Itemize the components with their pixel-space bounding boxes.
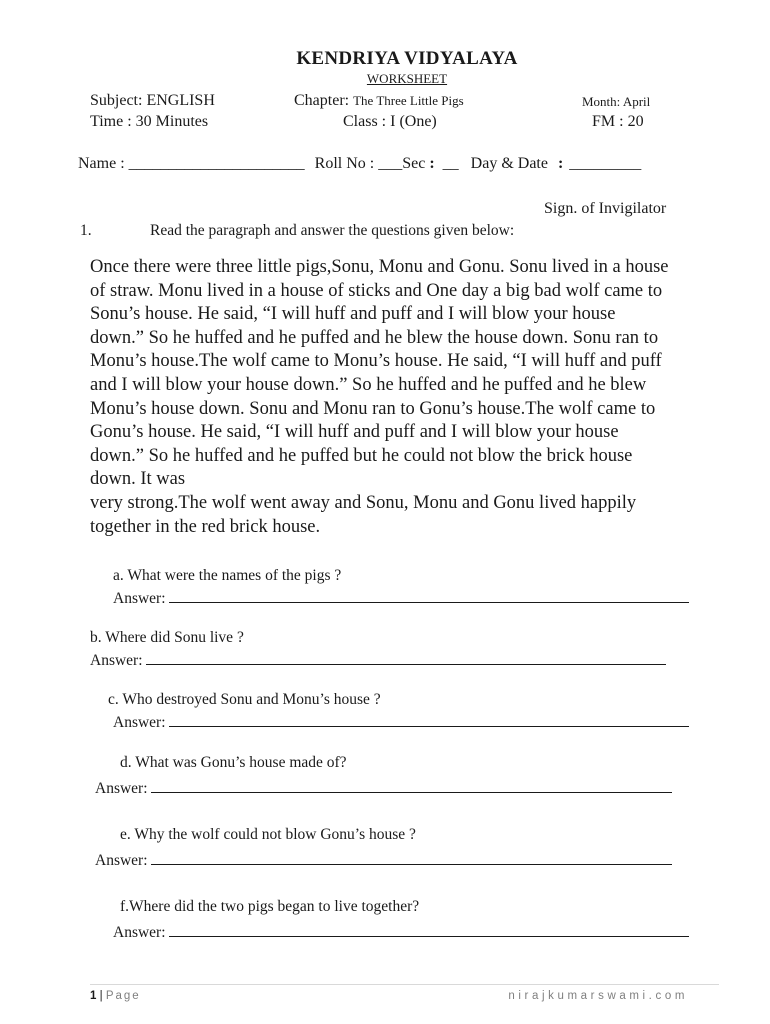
question-a: a. What were the names of the pigs ? [113, 567, 342, 584]
chapter-text [294, 92, 464, 110]
invigilator-sign: Sign. of Invigilator [544, 200, 667, 217]
question-instruction: Read the paragraph and answer the questions given below: [150, 222, 515, 239]
paragraph-line: down.” So he huffed and he puffed but he could not blow the brick house [90, 445, 633, 466]
sec-colon: : [429, 155, 435, 172]
time-text: Time : 30 Minutes [90, 113, 209, 130]
question-b: b. Where did Sonu live ? [90, 629, 244, 646]
fm-text: FM : 20 [592, 113, 644, 130]
chapter-value: The Three Little Pigs [353, 93, 464, 108]
page-footer-left [90, 990, 141, 1002]
answer-line[interactable] [151, 851, 672, 865]
answer-label: Answer: [113, 590, 166, 607]
page-label: Page [105, 990, 141, 1002]
question-c: c. Who destroyed Sonu and Monu’s house ? [108, 691, 381, 708]
worksheet-label: WORKSHEET [366, 71, 448, 86]
answer-label: Answer: [90, 652, 143, 669]
page-separator: | [99, 990, 103, 1002]
answer-c[interactable] [113, 713, 689, 732]
paragraph-line: of straw. Monu lived in a house of sticks and One day a big bad wolf came to [90, 280, 663, 301]
answer-a[interactable] [113, 589, 689, 608]
paragraph-line: together in the red brick house. [90, 516, 321, 537]
paragraph-line: Once there were three little pigs,Sonu, Monu and Gonu. Sonu lived in a house [90, 257, 669, 277]
answer-line[interactable] [169, 923, 689, 937]
chapter-label: Chapter: [294, 92, 350, 109]
footer-divider [90, 984, 719, 985]
day-date-label: Day & Date [470, 155, 548, 172]
paragraph-line: Gonu’s house. He said, “I will huff and puff and I will blow your house [90, 422, 619, 443]
question-f: f.Where did the two pigs began to live together? [120, 898, 420, 915]
answer-line[interactable] [146, 651, 666, 665]
answer-label: Answer: [95, 852, 148, 869]
date-colon: : [557, 155, 564, 172]
roll-field[interactable]: Roll No : ___Sec [314, 155, 426, 172]
answer-line[interactable] [169, 589, 689, 603]
paragraph-line: down. It was [90, 469, 186, 490]
date-field[interactable]: _________ [569, 155, 642, 172]
answer-line[interactable] [151, 779, 672, 793]
paragraph-line: and I will blow your house down.” So he huffed and he puffed and he blew [90, 374, 647, 395]
question-e: e. Why the wolf could not blow Gonu’s house ? [120, 826, 416, 843]
paragraph-line: Monu’s house down. Sonu and Monu ran to Gonu’s house.The wolf came to [90, 398, 656, 419]
question-d: d. What was Gonu’s house made of? [120, 754, 347, 771]
class-text: Class : I (One) [343, 113, 437, 130]
paragraph-line: very strong.The wolf went away and Sonu, Monu and Gonu lived happily [90, 492, 637, 513]
answer-e[interactable] [95, 851, 672, 870]
name-field[interactable]: Name : ______________________ [78, 155, 305, 172]
answer-f[interactable] [113, 923, 689, 942]
answer-b[interactable] [90, 651, 666, 670]
footer-website: nirajkumarswami.com [508, 990, 688, 1002]
paragraph-line: Monu’s house.The wolf came to Monu’s house. He said, “I will huff and puff [90, 351, 662, 372]
paragraph-line: Sonu’s house. He said, “I will huff and puff and I will blow your house [90, 304, 616, 325]
answer-label: Answer: [95, 780, 148, 797]
paragraph-line: down.” So he huffed and he puffed and he blew the house down. Sonu ran to [90, 327, 659, 348]
page-number: 1 [90, 990, 97, 1002]
answer-d[interactable] [95, 779, 672, 798]
subject-text: Subject: ENGLISH [90, 92, 215, 109]
school-title: KENDRIYA VIDYALAYA [296, 48, 518, 69]
answer-label: Answer: [113, 924, 166, 941]
month-text: Month: April [582, 94, 651, 109]
question-number: 1. [80, 222, 92, 239]
student-info-line [78, 155, 641, 173]
sec-field[interactable]: __ [442, 155, 459, 172]
story-paragraph [90, 256, 730, 539]
answer-label: Answer: [113, 714, 166, 731]
answer-line[interactable] [169, 713, 689, 727]
